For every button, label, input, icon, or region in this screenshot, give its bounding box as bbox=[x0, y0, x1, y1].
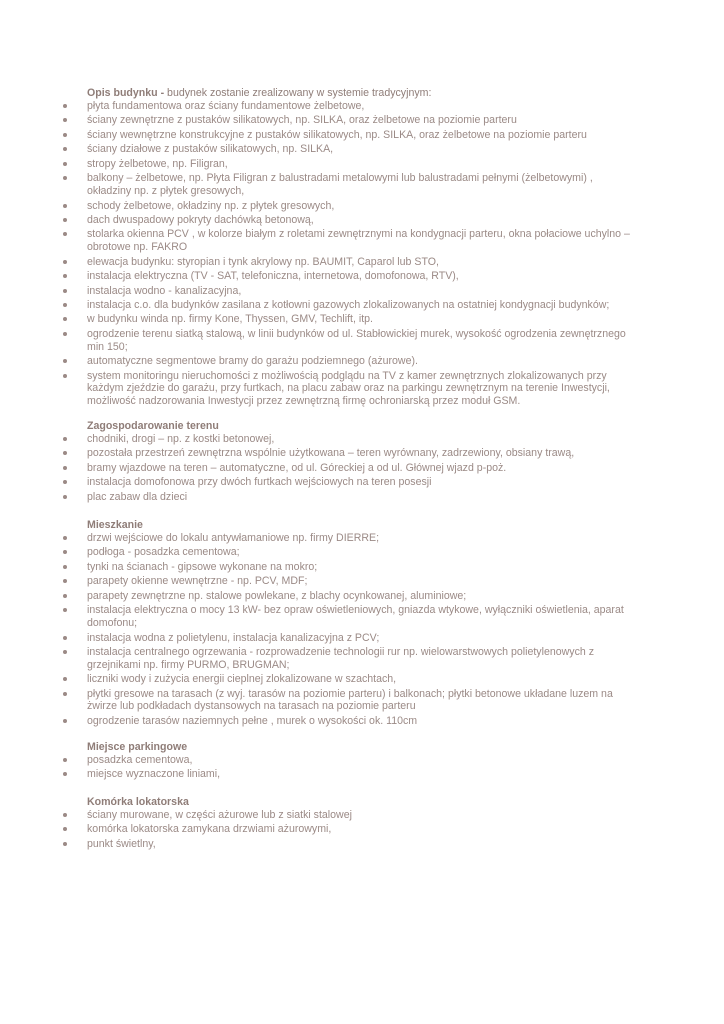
bullet-icon bbox=[63, 118, 67, 122]
list-item-text: instalacja centralnego ogrzewania - rozprowadzenie technologii rur np. wielowarstwowych polietylenowych z grzejnikami np. firmy PURMO, BRUGMAN; bbox=[87, 645, 594, 671]
list-item-text: schody żelbetowe, okładziny np. z płytek gresowych, bbox=[87, 199, 335, 212]
list-item-text: posadzka cementowa, bbox=[87, 754, 193, 766]
bullet-icon bbox=[63, 317, 67, 321]
bullet-icon bbox=[63, 147, 67, 151]
list-item bbox=[0, 158, 724, 171]
list-item-text: tynki na ścianach - gipsowe wykonane na mokro; bbox=[87, 560, 318, 573]
bullet-icon bbox=[63, 374, 67, 378]
bullet-icon bbox=[63, 204, 67, 208]
list-item-text: balkony – żelbetowe, np. Płyta Filigran z balustradami metalowymi lub balustradami pełnymi (żelbetowymi) , okładziny np. z płytek gresowych, bbox=[87, 172, 593, 198]
list-item-text: ogrodzenie terenu siatką stalową, w linii budynków od ul. Stabłowickiej murek, wysokość ogrodzenia zewnętrznego min 150; bbox=[87, 327, 626, 353]
bullet-icon bbox=[63, 332, 67, 336]
bullet-icon bbox=[63, 218, 67, 222]
bullet-icon bbox=[63, 636, 67, 640]
list-item-text: instalacja c.o. dla budynków zasilana z kotłowni gazowych zlokalizowanych na ostatniej kondygnacji budynków; bbox=[87, 299, 610, 311]
bullet-icon bbox=[63, 692, 67, 696]
list-item bbox=[0, 673, 724, 686]
list-item-text: pozostała przestrzeń zewnętrzna wspólnie użytkowana – teren wyrównany, zadrzewiony, obsiany trawą, bbox=[87, 447, 575, 460]
section-title: Komórka lokatorska bbox=[87, 796, 189, 808]
list-item bbox=[0, 270, 724, 283]
list-item bbox=[0, 328, 724, 353]
list-item-text: parapety okienne wewnętrzne - np. PCV, MDF; bbox=[87, 575, 308, 588]
bullet-icon bbox=[63, 579, 67, 583]
list-item-text: instalacja wodna z polietylenu, instalacja kanalizacyjna z PCV; bbox=[87, 631, 380, 644]
list-item-text: bramy wjazdowe na teren – automatyczne, od ul. Góreckiej a od ul. Głównej wjazd p-poż. bbox=[87, 461, 507, 474]
bullet-icon bbox=[63, 842, 67, 846]
bullet-icon bbox=[63, 232, 67, 236]
list-item bbox=[0, 370, 724, 408]
list-item-text: ściany działowe z pustaków silikatowych, np. SILKA, bbox=[87, 143, 334, 156]
section-title: Opis budynku - bbox=[87, 87, 165, 99]
bullet-icon bbox=[63, 677, 67, 681]
section-heading bbox=[87, 519, 724, 532]
list-item bbox=[0, 285, 724, 298]
section-heading bbox=[87, 420, 724, 433]
list-item-text: ściany zewnętrzne z pustaków silikatowych, np. SILKA, oraz żelbetowe na poziomie parteru bbox=[87, 114, 517, 127]
list-item-text: automatyczne segmentowe bramy do garażu podziemnego (ażurowe). bbox=[87, 355, 418, 368]
list-item-text: podłoga - posadzka cementowa; bbox=[87, 546, 240, 559]
bullet-icon bbox=[63, 550, 67, 554]
list-item bbox=[0, 632, 724, 645]
bullet-icon bbox=[63, 565, 67, 569]
bullet-icon bbox=[63, 260, 67, 264]
list-item bbox=[0, 646, 724, 671]
list-item-text: elewacja budynku: styropian i tynk akrylowy np. BAUMIT, Caparol lub STO, bbox=[87, 255, 439, 268]
bullet-icon bbox=[63, 827, 67, 831]
list-item bbox=[0, 476, 724, 489]
list-item-text: ściany wewnętrzne konstrukcyjne z pustaków silikatowych, np. SILKA, oraz żelbetowe na poziomie parteru bbox=[87, 128, 587, 141]
section-land-development bbox=[0, 420, 724, 505]
list-item bbox=[0, 561, 724, 574]
list-item bbox=[0, 447, 724, 460]
list-item bbox=[0, 143, 724, 156]
list-item-text: stropy żelbetowe, np. Filigran, bbox=[87, 157, 228, 170]
list-item-text: instalacja elektryczna (TV - SAT, telefoniczna, internetowa, domofonowa, RTV), bbox=[87, 270, 459, 283]
list-item-text: punkt świetlny, bbox=[87, 837, 156, 850]
list-item-text: system monitoringu nieruchomości z możliwością podglądu na TV z kamer zewnętrznych zlokalizowanych przy każdym zjeździe do garażu, przy furtkach, na placu zabaw oraz na parkingu zewnętrznym na terenie Inwestycji, możliwość nadzorowania Inwestycji przez zewnętrzną firmę ochroniarską przez moduł GSM. bbox=[87, 369, 610, 407]
section-building-description bbox=[0, 87, 724, 409]
bullet-icon bbox=[63, 594, 67, 598]
list-item bbox=[0, 768, 724, 781]
list-item bbox=[0, 355, 724, 368]
list-item-text: parapety zewnętrzne np. stalowe powlekane, z blachy ocynkowanej, aluminiowe; bbox=[87, 589, 467, 602]
section-parking-space bbox=[0, 741, 724, 783]
bullet-icon bbox=[63, 495, 67, 499]
bullet-icon bbox=[63, 289, 67, 293]
list-item bbox=[0, 532, 724, 545]
list-item bbox=[0, 604, 724, 629]
section-title: Zagospodarowanie terenu bbox=[87, 420, 219, 432]
list-item-text: instalacja elektryczna o mocy 13 kW- bez opraw oświetleniowych, gniazda wtykowe, wyłączniki oświetlenia, aparat domofonu; bbox=[87, 604, 624, 630]
bullet-icon bbox=[63, 772, 67, 776]
list-item bbox=[0, 838, 724, 851]
list-item bbox=[0, 754, 724, 767]
bullet-list bbox=[0, 809, 724, 851]
list-item-text: plac zabaw dla dzieci bbox=[87, 490, 188, 503]
bullet-list bbox=[0, 100, 724, 407]
bullet-icon bbox=[63, 650, 67, 654]
bullet-icon bbox=[63, 274, 67, 278]
list-item-text: w budynku winda np. firmy Kone, Thyssen, GMV, Techlift, itp. bbox=[87, 313, 373, 326]
bullet-icon bbox=[63, 758, 67, 762]
bullet-icon bbox=[63, 437, 67, 441]
list-item bbox=[0, 546, 724, 559]
list-item bbox=[0, 433, 724, 446]
list-item-text: ogrodzenie tarasów naziemnych pełne , murek o wysokości ok. 110cm bbox=[87, 714, 418, 727]
section-title: Mieszkanie bbox=[87, 519, 143, 531]
list-item-text: chodniki, drogi – np. z kostki betonowej, bbox=[87, 433, 275, 445]
section-title: Miejsce parkingowe bbox=[87, 741, 188, 753]
section-heading bbox=[87, 87, 724, 100]
list-item bbox=[0, 688, 724, 713]
list-item bbox=[0, 590, 724, 603]
bullet-list bbox=[0, 532, 724, 727]
bullet-icon bbox=[63, 608, 67, 612]
list-item-text: miejsce wyznaczone liniami, bbox=[87, 768, 221, 781]
bullet-icon bbox=[63, 104, 67, 108]
bullet-icon bbox=[63, 719, 67, 723]
list-item bbox=[0, 823, 724, 836]
list-item bbox=[0, 100, 724, 113]
section-apartment bbox=[0, 519, 724, 729]
list-item bbox=[0, 313, 724, 326]
list-item-text: płyta fundamentowa oraz ściany fundamentowe żelbetowe, bbox=[87, 100, 365, 112]
bullet-list bbox=[0, 754, 724, 781]
bullet-icon bbox=[63, 359, 67, 363]
bullet-icon bbox=[63, 536, 67, 540]
list-item bbox=[0, 200, 724, 213]
list-item-text: płytki gresowe na tarasach (z wyj. tarasów na poziomie parteru) i balkonach; płytki betonowe układane luzem na żwirze lub podkładach dystansowych na tarasach na poziomie parteru bbox=[87, 687, 613, 713]
list-item-text: liczniki wody i zużycia energii cieplnej zlokalizowane w szachtach, bbox=[87, 673, 397, 686]
section-intro: budynek zostanie zrealizowany w systemie tradycyjnym: bbox=[164, 87, 432, 99]
bullet-icon bbox=[63, 466, 67, 470]
bullet-icon bbox=[63, 451, 67, 455]
list-item bbox=[0, 256, 724, 269]
list-item bbox=[0, 214, 724, 227]
bullet-icon bbox=[63, 176, 67, 180]
list-item-text: stolarka okienna PCV , w kolorze białym z roletami zewnętrznymi na kondygnacji parteru, okna połaciowe uchylno – obrotowe np. FAKRO bbox=[87, 228, 630, 254]
list-item-text: komórka lokatorska zamykana drzwiami ażurowymi, bbox=[87, 823, 332, 836]
list-item bbox=[0, 491, 724, 504]
bullet-list bbox=[0, 433, 724, 504]
bullet-icon bbox=[63, 133, 67, 137]
section-heading bbox=[87, 796, 724, 809]
list-item-text: instalacja wodno - kanalizacyjna, bbox=[87, 284, 242, 297]
list-item bbox=[0, 129, 724, 142]
list-item bbox=[0, 172, 724, 197]
list-item bbox=[0, 715, 724, 728]
section-storage-room bbox=[0, 796, 724, 852]
list-item bbox=[0, 575, 724, 588]
list-item bbox=[0, 228, 724, 253]
list-item-text: ściany murowane, w części ażurowe lub z siatki stalowej bbox=[87, 809, 352, 821]
list-item bbox=[0, 114, 724, 127]
bullet-icon bbox=[63, 303, 67, 307]
bullet-icon bbox=[63, 480, 67, 484]
list-item-text: instalacja domofonowa przy dwóch furtkach wejściowych na teren posesji bbox=[87, 476, 432, 489]
list-item bbox=[0, 462, 724, 475]
list-item bbox=[0, 299, 724, 312]
bullet-icon bbox=[63, 162, 67, 166]
section-heading bbox=[87, 741, 724, 754]
list-item-text: drzwi wejściowe do lokalu antywłamaniowe np. firmy DIERRE; bbox=[87, 532, 380, 544]
list-item-text: dach dwuspadowy pokryty dachówką betonową, bbox=[87, 213, 314, 226]
bullet-icon bbox=[63, 813, 67, 817]
list-item bbox=[0, 809, 724, 822]
